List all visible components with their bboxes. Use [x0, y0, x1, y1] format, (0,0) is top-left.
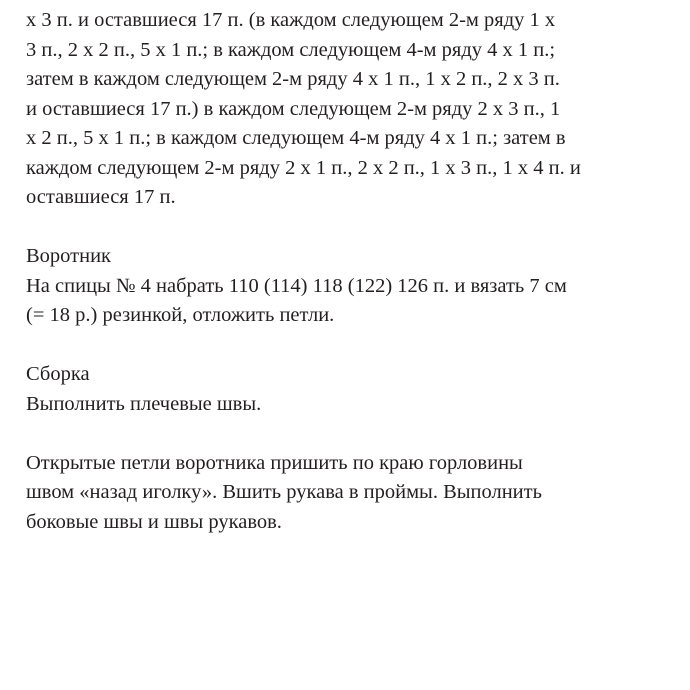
paragraph-spacer [26, 419, 666, 449]
section-heading-collar: Воротник [26, 245, 112, 267]
text-line: х 3 п. и оставшиеся 17 п. (в каждом следующем 2-м ряду 1 х [26, 9, 556, 31]
paragraph-sleeve-decreases [26, 6, 666, 213]
text-line: каждом следующем 2-м ряду 2 х 1 п., 2 х 2 п., 1 х 3 п., 1 х 4 п. и [26, 156, 581, 179]
section-collar [26, 242, 666, 331]
document-text [26, 6, 666, 537]
text-line: и оставшиеся 17 п.) в каждом следующем 2-м ряду 2 х 3 п., 1 [26, 97, 561, 120]
section-heading-assembly: Сборка [26, 363, 90, 385]
text-line: На спицы № 4 набрать 110 (114) 118 (122) 126 п. и вязать 7 см [26, 274, 567, 297]
text-line: затем в каждом следующем 2-м ряду 4 х 1 п., 1 х 2 п., 2 х 3 п. [26, 68, 560, 90]
text-line: (= 18 р.) резинкой, отложить петли. [26, 304, 335, 326]
text-line: Открытые петли воротника пришить по краю горловины [26, 451, 523, 474]
paragraph-spacer [26, 331, 666, 361]
text-line: Выполнить плечевые швы. [26, 392, 262, 415]
text-line: швом «назад иголку». Вшить рукава в проймы. Выполнить [26, 481, 542, 503]
text-line: оставшиеся 17 п. [26, 186, 176, 208]
text-line: боковые швы и швы рукавов. [26, 510, 282, 533]
paragraph-spacer [26, 213, 666, 243]
section-assembly [26, 360, 666, 537]
text-line: 3 п., 2 х 2 п., 5 х 1 п.; в каждом следующем 4-м ряду 4 х 1 п.; [26, 38, 556, 61]
text-line: х 2 п., 5 х 1 п.; в каждом следующем 4-м ряду 4 х 1 п.; затем в [26, 127, 566, 149]
